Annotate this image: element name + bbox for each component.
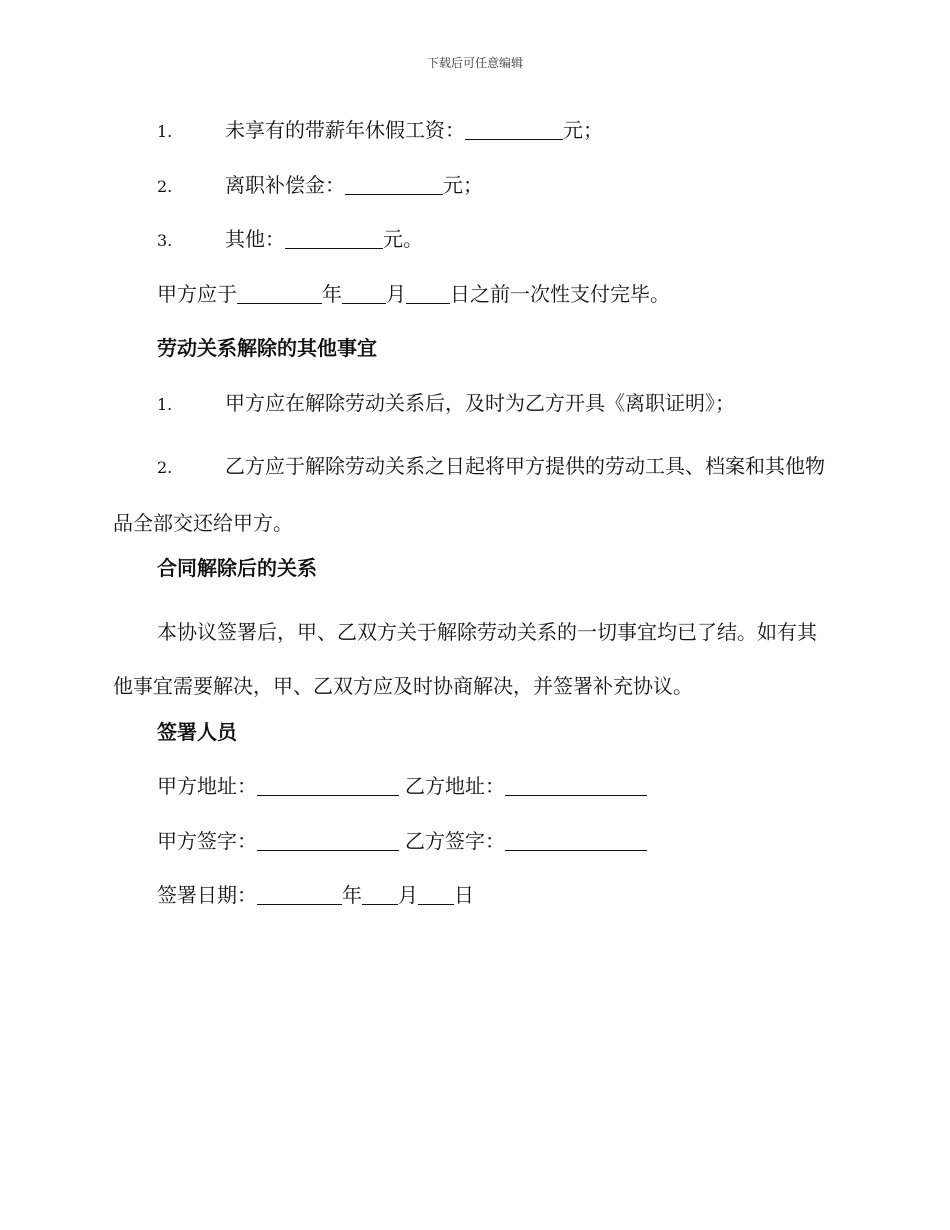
day-blank[interactable] xyxy=(406,281,450,304)
party-a-address-blank[interactable] xyxy=(257,773,399,796)
signature-row xyxy=(113,823,833,878)
deadline-prefix: 甲方应于 xyxy=(157,281,237,306)
sign-day-label: 日 xyxy=(454,883,474,907)
item-unit: 元； xyxy=(443,172,483,197)
compensation-item-3 xyxy=(113,221,833,276)
item-number: 2. xyxy=(157,458,173,477)
item-number: 1. xyxy=(157,394,173,414)
sign-year-label: 年 xyxy=(342,883,362,907)
section-heading-relationship: 合同解除后的关系 xyxy=(157,556,317,580)
year-label: 年 xyxy=(322,281,342,306)
deadline-suffix: 日之前一次性支付完毕。 xyxy=(450,281,670,306)
item-label: 离职补偿金： xyxy=(225,172,345,197)
item-unit: 元。 xyxy=(383,227,423,251)
party-b-address-blank[interactable] xyxy=(505,773,647,796)
compensation-item-2 xyxy=(113,167,833,222)
party-a-signature-blank[interactable] xyxy=(257,828,399,851)
item-unit: 元； xyxy=(563,118,603,142)
sign-date-label: 签署日期： xyxy=(157,883,257,907)
sign-day-blank[interactable] xyxy=(418,882,454,905)
sign-month-label: 月 xyxy=(398,883,418,907)
party-b-signature-blank[interactable] xyxy=(505,828,647,851)
payment-deadline xyxy=(113,276,833,331)
item-label: 其他： xyxy=(225,227,285,251)
item-text: 乙方应于解除劳动关系之日起将甲方提供的劳动工具、档案和其他物品全部交还给甲方。 xyxy=(113,454,825,535)
item-number: 1. xyxy=(157,122,173,141)
section-heading-other-matters: 劳动关系解除的其他事宜 xyxy=(157,336,377,360)
item-number: 2. xyxy=(157,176,173,196)
month-label: 月 xyxy=(386,281,406,306)
compensation-item-1 xyxy=(113,112,833,167)
document-body xyxy=(113,112,833,932)
month-blank[interactable] xyxy=(342,281,386,304)
year-blank[interactable] xyxy=(237,281,322,304)
item-text: 甲方应在解除劳动关系后，及时为乙方开具《离职证明》； xyxy=(225,390,735,415)
header-note: 下载后可任意编辑 xyxy=(426,56,523,70)
party-b-signature-label: 乙方签字： xyxy=(405,828,505,853)
amount-blank[interactable] xyxy=(285,226,383,249)
address-row xyxy=(113,768,833,823)
party-a-address-label: 甲方地址： xyxy=(157,774,257,798)
other-matter-item-1 xyxy=(113,385,833,440)
amount-blank[interactable] xyxy=(345,172,443,195)
other-matter-item-2 xyxy=(113,439,833,550)
sign-month-blank[interactable] xyxy=(362,882,398,905)
amount-blank[interactable] xyxy=(465,117,563,140)
item-number: 3. xyxy=(157,231,173,250)
party-a-signature-label: 甲方签字： xyxy=(157,828,257,853)
relationship-paragraph: 本协议签署后，甲、乙双方关于解除劳动关系的一切事宜均已了结。如有其他事宜需要解决，甲、乙双方应及时协商解决，并签署补充协议。 xyxy=(113,619,817,698)
section-heading-signatories: 签署人员 xyxy=(157,719,237,744)
sign-date-row xyxy=(113,877,833,932)
item-label: 未享有的带薪年休假工资： xyxy=(225,118,465,142)
party-b-address-label: 乙方地址： xyxy=(405,774,505,798)
sign-year-blank[interactable] xyxy=(257,882,342,905)
